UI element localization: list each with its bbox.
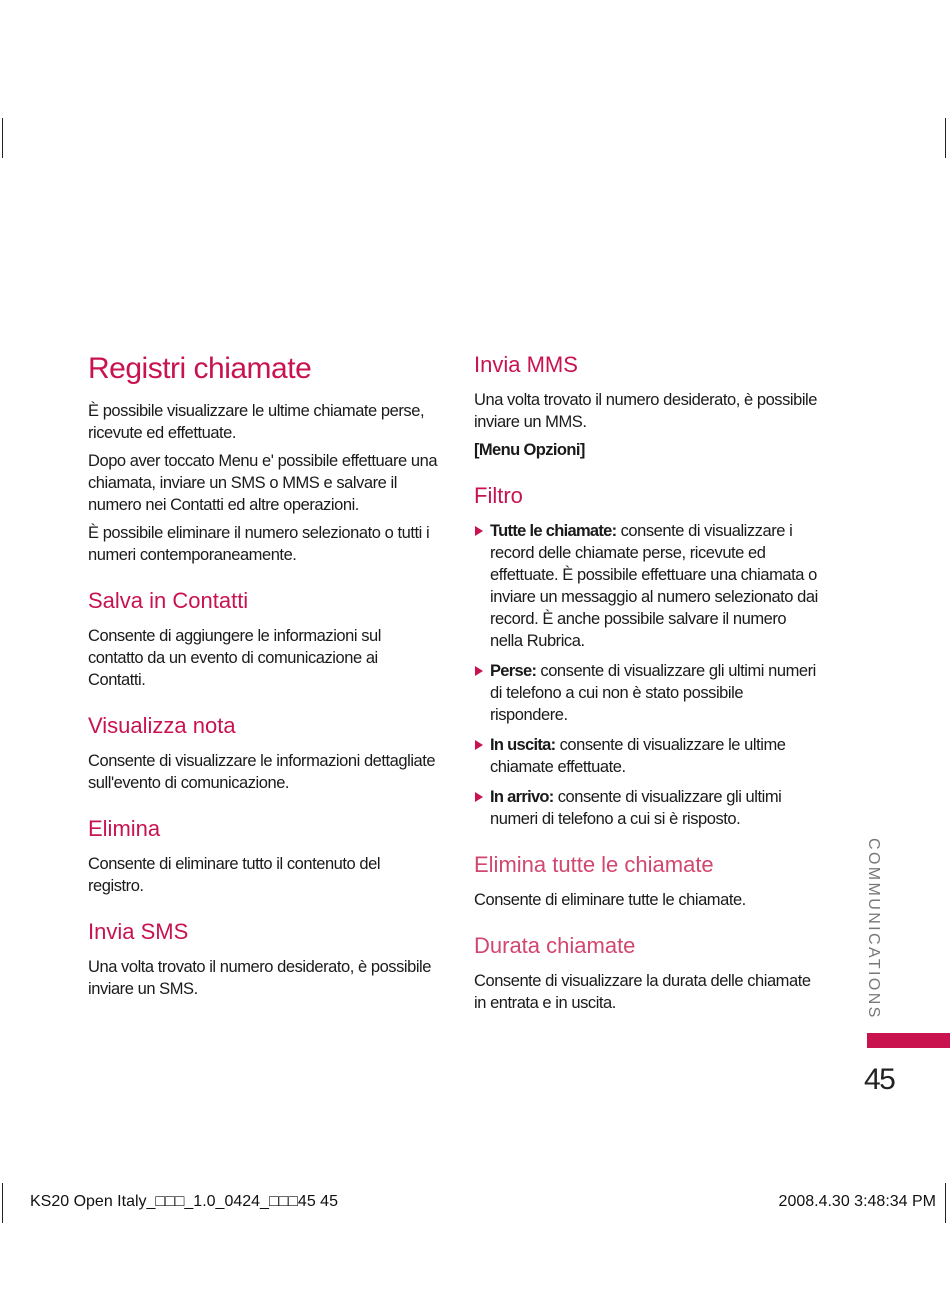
crop-mark-bottom-left [2, 1183, 3, 1223]
section-invia-sms [88, 919, 438, 1000]
list-item-text: consente di visualizzare gli ultimi numeri di telefono a cui non è stato possibile rispondere. [490, 662, 816, 724]
section-heading: Invia MMS [474, 352, 578, 377]
section-heading: Durata chiamate [474, 933, 636, 958]
intro-paragraph: È possibile eliminare il numero selezionato o tutti i numeri contemporaneamente. [88, 524, 430, 564]
chapter-label-text: COMMUNICATIONS [865, 838, 882, 1020]
list-item-text: consente di visualizzare le ultime chiamate effettuate. [490, 736, 786, 776]
section-visualizza-nota [88, 713, 438, 794]
right-column [474, 352, 822, 1036]
section-heading: Filtro [474, 483, 523, 508]
section-heading: Salva in Contatti [88, 588, 249, 613]
left-column [88, 352, 438, 1022]
filter-list [474, 520, 822, 830]
section-text: Consente di eliminare tutte le chiamate. [474, 891, 746, 909]
page-number: 45 [864, 1063, 895, 1096]
section-filtro [474, 483, 822, 830]
menu-options-label: [Menu Opzioni] [474, 441, 585, 459]
crop-mark-right [945, 118, 946, 158]
section-heading: Elimina tutte le chiamate [474, 852, 714, 877]
crop-mark-left [2, 118, 3, 158]
list-item-term: Tutte le chiamate: [490, 522, 617, 540]
chapter-tab-bar [867, 1033, 950, 1048]
list-item [474, 520, 822, 652]
print-footer-left: KS20 Open Italy_□□□_1.0_0424_□□□45 45 [30, 1193, 338, 1210]
print-footer-right: 2008.4.30 3:48:34 PM [778, 1193, 936, 1210]
list-item [474, 786, 822, 830]
section-text: Consente di visualizzare le informazioni dettagliate sull'evento di comunicazione. [88, 752, 436, 792]
list-item [474, 734, 822, 778]
list-item-term: Perse: [490, 662, 537, 680]
list-item-term: In uscita: [490, 736, 556, 754]
list-item-text: consente di visualizzare gli ultimi numeri di telefono a cui si è risposto. [490, 788, 782, 828]
intro-paragraph: È possibile visualizzare le ultime chiamate perse, ricevute ed effettuate. [88, 402, 425, 442]
list-item [474, 660, 822, 726]
section-text: Consente di visualizzare la durata delle chiamate in entrata e in uscita. [474, 972, 811, 1012]
bullet-arrow-icon [475, 526, 483, 536]
page-title: Registri chiamate [88, 352, 312, 385]
section-invia-mms [474, 352, 822, 461]
bullet-arrow-icon [475, 740, 483, 750]
chapter-label [864, 838, 884, 1020]
crop-mark-bottom-right [945, 1183, 946, 1223]
section-text: Consente di eliminare tutto il contenuto del registro. [88, 855, 381, 895]
list-item-text: consente di visualizzare i record delle chiamate perse, ricevute ed effettuate. È possibile effettuare una chiamata o inviare un messaggio al numero selezionato dai record. È anche possibile salvare il numero nella Rubrica. [490, 522, 818, 650]
section-text: Una volta trovato il numero desiderato, è possibile inviare un SMS. [88, 958, 431, 998]
intro-block [88, 400, 438, 566]
section-durata-chiamate [474, 933, 822, 1014]
section-elimina-tutte [474, 852, 822, 911]
section-heading: Invia SMS [88, 919, 189, 944]
section-heading: Visualizza nota [88, 713, 236, 738]
intro-paragraph: Dopo aver toccato Menu e' possibile effettuare una chiamata, inviare un SMS o MMS e salvare il numero nei Contatti ed altre operazioni. [88, 452, 438, 514]
section-text: Una volta trovato il numero desiderato, è possibile inviare un MMS. [474, 391, 817, 431]
section-heading: Elimina [88, 816, 161, 841]
list-item-term: In arrivo: [490, 788, 554, 806]
section-text: Consente di aggiungere le informazioni sul contatto da un evento di comunicazione ai Contatti. [88, 627, 381, 689]
bullet-arrow-icon [475, 666, 483, 676]
bullet-arrow-icon [475, 792, 483, 802]
section-elimina [88, 816, 438, 897]
section-salva-contatti [88, 588, 438, 691]
